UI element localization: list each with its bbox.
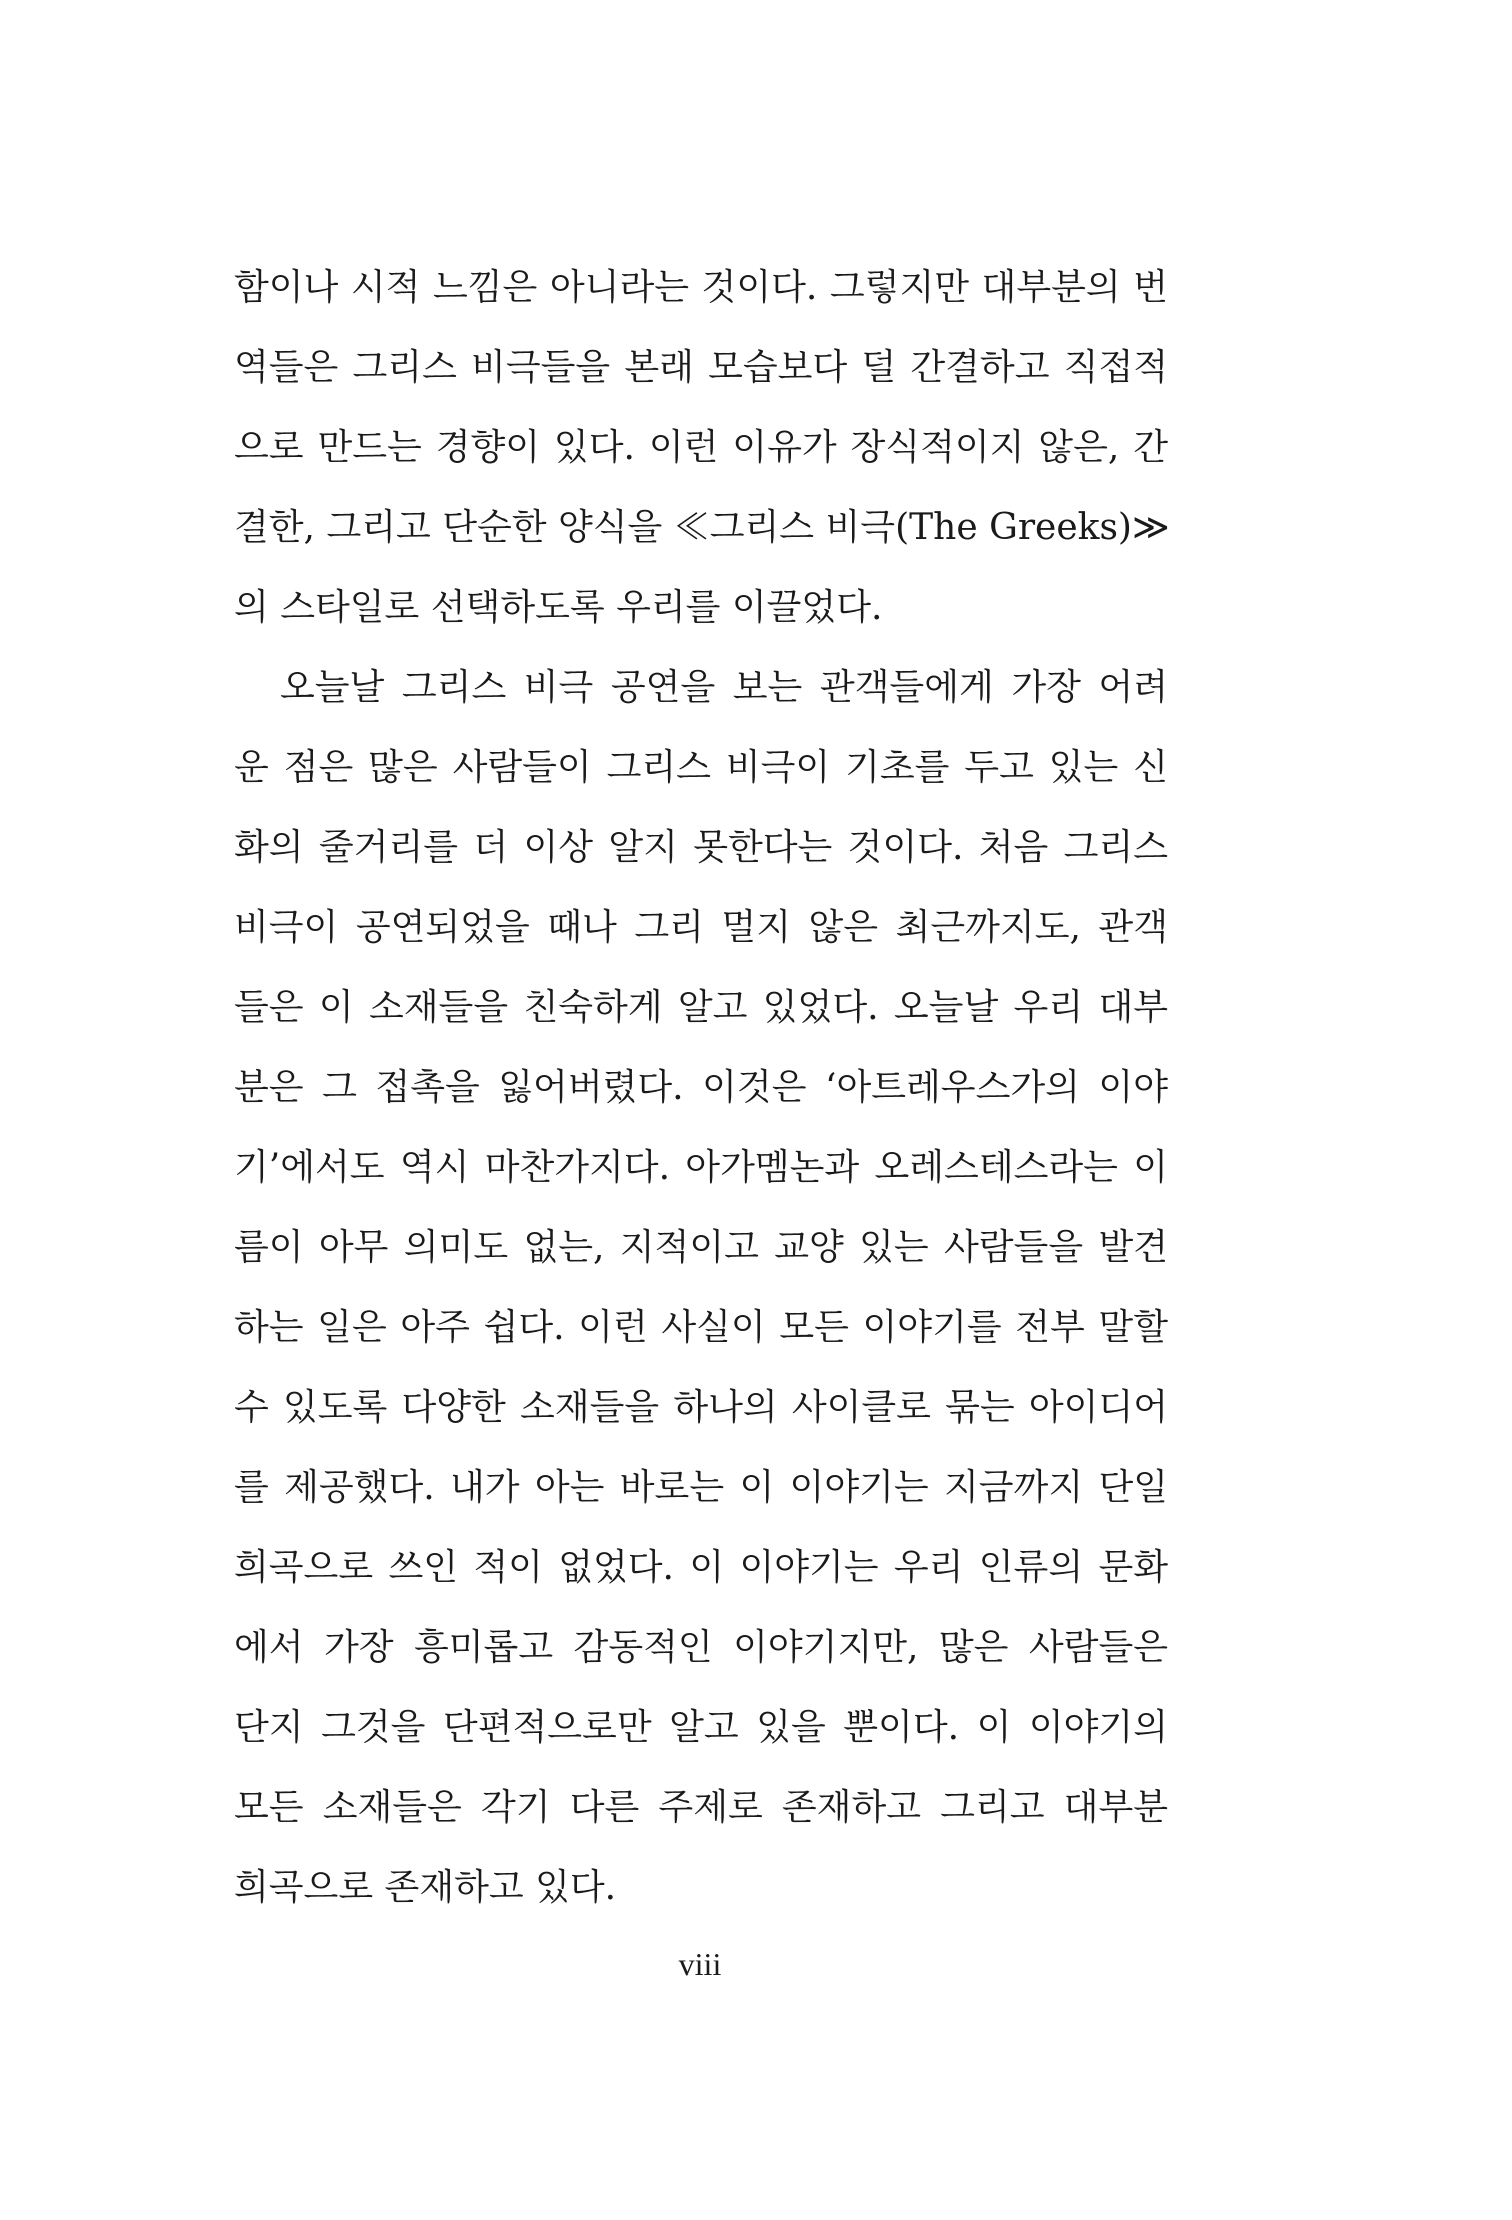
- text-line: 름이 아무 의미도 없는, 지적이고 교양 있는 사람들을 발견: [234, 1227, 1168, 1268]
- text-line: 에서 가장 흥미롭고 감동적인 이야기지만, 많은 사람들은: [234, 1627, 1168, 1668]
- text-line: 분은 그 접촉을 잃어버렸다. 이것은 ‘아트레우스가의 이야: [234, 1067, 1168, 1108]
- text-line: 들은 이 소재들을 친숙하게 알고 있었다. 오늘날 우리 대부: [234, 987, 1168, 1028]
- page-number: viii: [678, 1946, 722, 1982]
- text-line: 화의 줄거리를 더 이상 알지 못한다는 것이다. 처음 그리스: [234, 827, 1168, 868]
- text-line: 오늘날 그리스 비극 공연을 보는 관객들에게 가장 어려: [280, 667, 1168, 708]
- text-line: 희곡으로 존재하고 있다.: [234, 1867, 617, 1908]
- text-line: 으로 만드는 경향이 있다. 이런 이유가 장식적이지 않은, 간: [234, 427, 1168, 468]
- body-text: [234, 248, 1168, 1928]
- paragraph-1: [234, 248, 1168, 648]
- text-line: 의 스타일로 선택하도록 우리를 이끌었다.: [234, 587, 883, 628]
- text-line: 를 제공했다. 내가 아는 바로는 이 이야기는 지금까지 단일: [234, 1467, 1168, 1508]
- text-line: 결한, 그리고 단순한 양식을 ≪그리스 비극(The Greeks)≫: [234, 507, 1170, 548]
- text-line: 모든 소재들은 각기 다른 주제로 존재하고 그리고 대부분: [234, 1787, 1168, 1828]
- text-line: 함이나 시적 느낌은 아니라는 것이다. 그렇지만 대부분의 번: [234, 267, 1168, 308]
- text-line: 하는 일은 아주 쉽다. 이런 사실이 모든 이야기를 전부 말할: [234, 1307, 1168, 1348]
- text-line: 비극이 공연되었을 때나 그리 멀지 않은 최근까지도, 관객: [234, 907, 1168, 948]
- text-line: 기’에서도 역시 마찬가지다. 아가멤논과 오레스테스라는 이: [234, 1147, 1168, 1188]
- text-line: 운 점은 많은 사람들이 그리스 비극이 기초를 두고 있는 신: [234, 747, 1168, 788]
- text-line: 단지 그것을 단편적으로만 알고 있을 뿐이다. 이 이야기의: [234, 1707, 1168, 1748]
- paragraph-2: [234, 648, 1168, 1928]
- text-line: 수 있도록 다양한 소재들을 하나의 사이클로 묶는 아이디어: [234, 1387, 1168, 1428]
- text-line: 역들은 그리스 비극들을 본래 모습보다 덜 간결하고 직접적: [234, 347, 1168, 388]
- text-line: 희곡으로 쓰인 적이 없었다. 이 이야기는 우리 인류의 문화: [234, 1547, 1168, 1588]
